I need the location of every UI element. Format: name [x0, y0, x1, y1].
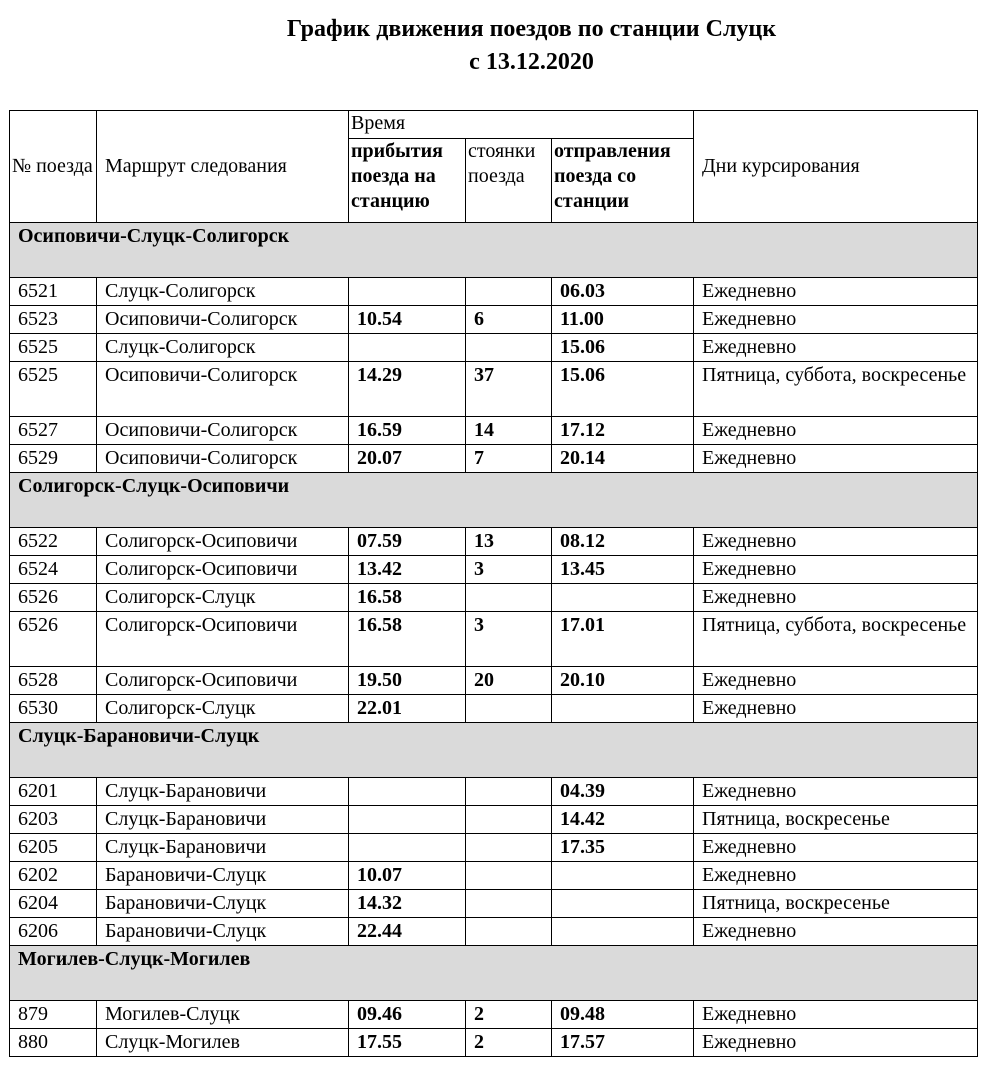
- stop-duration-cell: 20: [466, 667, 552, 695]
- train-number-cell: 6525: [10, 362, 97, 417]
- route-cell: Солигорск-Осиповичи: [97, 612, 349, 667]
- train-number-cell: 6206: [10, 918, 97, 946]
- departure-time-cell: 17.35: [552, 834, 694, 862]
- departure-time-cell: 15.06: [552, 362, 694, 417]
- arrival-time-cell: 20.07: [349, 445, 466, 473]
- stop-duration-cell: 3: [466, 612, 552, 667]
- departure-time-cell: 17.01: [552, 612, 694, 667]
- table-row: [10, 862, 978, 890]
- stop-duration-cell: 2: [466, 1001, 552, 1029]
- arrival-time-cell: 13.42: [349, 556, 466, 584]
- arrival-time-cell: [349, 334, 466, 362]
- header-arrival: прибытия поезда на станцию: [349, 139, 466, 223]
- section-row: [10, 723, 978, 778]
- route-cell: Осиповичи-Солигорск: [97, 306, 349, 334]
- departure-time-cell: 14.42: [552, 806, 694, 834]
- route-cell: Слуцк-Барановичи: [97, 834, 349, 862]
- departure-time-cell: [552, 918, 694, 946]
- table-row: [10, 417, 978, 445]
- arrival-time-cell: 17.55: [349, 1029, 466, 1057]
- train-number-cell: 6530: [10, 695, 97, 723]
- table-row: [10, 1001, 978, 1029]
- table-row: [10, 778, 978, 806]
- route-cell: Солигорск-Осиповичи: [97, 667, 349, 695]
- route-cell: Солигорск-Осиповичи: [97, 556, 349, 584]
- operating-days-cell: Ежедневно: [694, 695, 978, 723]
- route-cell: Слуцк-Могилев: [97, 1029, 349, 1057]
- departure-time-cell: 08.12: [552, 528, 694, 556]
- stop-duration-cell: 14: [466, 417, 552, 445]
- table-row: [10, 612, 978, 667]
- operating-days-cell: Пятница, суббота, воскресенье: [694, 362, 978, 417]
- table-row: [10, 834, 978, 862]
- route-cell: Слуцк-Барановичи: [97, 778, 349, 806]
- departure-time-cell: [552, 890, 694, 918]
- train-number-cell: 6524: [10, 556, 97, 584]
- stop-duration-cell: [466, 834, 552, 862]
- route-cell: Осиповичи-Солигорск: [97, 362, 349, 417]
- stop-duration-cell: 6: [466, 306, 552, 334]
- operating-days-cell: Ежедневно: [694, 1001, 978, 1029]
- operating-days-cell: Ежедневно: [694, 334, 978, 362]
- arrival-time-cell: 16.58: [349, 584, 466, 612]
- table-row: [10, 695, 978, 723]
- stop-duration-cell: [466, 334, 552, 362]
- stop-duration-cell: [466, 890, 552, 918]
- table-row: [10, 1029, 978, 1057]
- train-number-cell: 6528: [10, 667, 97, 695]
- stop-duration-cell: [466, 278, 552, 306]
- header-time: Время: [349, 111, 694, 139]
- train-number-cell: 6202: [10, 862, 97, 890]
- route-cell: Осиповичи-Солигорск: [97, 445, 349, 473]
- header-stop: стоянки поезда: [466, 139, 552, 223]
- arrival-time-cell: [349, 834, 466, 862]
- header-train-no: № поезда: [10, 111, 97, 223]
- train-number-cell: 6525: [10, 334, 97, 362]
- operating-days-cell: Ежедневно: [694, 862, 978, 890]
- train-number-cell: 6526: [10, 612, 97, 667]
- header-days: Дни курсирования: [694, 111, 978, 223]
- stop-duration-cell: [466, 584, 552, 612]
- train-number-cell: 6523: [10, 306, 97, 334]
- section-row: [10, 223, 978, 278]
- operating-days-cell: Ежедневно: [694, 584, 978, 612]
- section-title: Осиповичи-Слуцк-Солигорск: [10, 223, 978, 278]
- table-row: [10, 445, 978, 473]
- stop-duration-cell: 2: [466, 1029, 552, 1057]
- table-row: [10, 806, 978, 834]
- train-number-cell: 6529: [10, 445, 97, 473]
- departure-time-cell: 20.10: [552, 667, 694, 695]
- table-row: [10, 306, 978, 334]
- arrival-time-cell: 10.07: [349, 862, 466, 890]
- departure-time-cell: [552, 862, 694, 890]
- departure-time-cell: 17.12: [552, 417, 694, 445]
- route-cell: Барановичи-Слуцк: [97, 918, 349, 946]
- train-number-cell: 879: [10, 1001, 97, 1029]
- page-subtitle: с 13.12.2020: [469, 49, 594, 75]
- train-number-cell: 6522: [10, 528, 97, 556]
- section-title: Солигорск-Слуцк-Осиповичи: [10, 473, 978, 528]
- route-cell: Осиповичи-Солигорск: [97, 417, 349, 445]
- table-row: [10, 667, 978, 695]
- stop-duration-cell: 3: [466, 556, 552, 584]
- train-number-cell: 6526: [10, 584, 97, 612]
- section-title: Слуцк-Барановичи-Слуцк: [10, 723, 978, 778]
- train-number-cell: 6527: [10, 417, 97, 445]
- arrival-time-cell: 14.29: [349, 362, 466, 417]
- stop-duration-cell: [466, 918, 552, 946]
- header-row-top: [10, 111, 978, 139]
- arrival-time-cell: 19.50: [349, 667, 466, 695]
- stop-duration-cell: [466, 862, 552, 890]
- stop-duration-cell: [466, 778, 552, 806]
- header-departure: отправления поезда со станции: [552, 139, 694, 223]
- section-title: Могилев-Слуцк-Могилев: [10, 946, 978, 1001]
- operating-days-cell: Пятница, суббота, воскресенье: [694, 612, 978, 667]
- departure-time-cell: 15.06: [552, 334, 694, 362]
- departure-time-cell: 11.00: [552, 306, 694, 334]
- operating-days-cell: Ежедневно: [694, 667, 978, 695]
- stop-duration-cell: 7: [466, 445, 552, 473]
- table-row: [10, 334, 978, 362]
- operating-days-cell: Ежедневно: [694, 278, 978, 306]
- table-row: [10, 362, 978, 417]
- operating-days-cell: Ежедневно: [694, 306, 978, 334]
- arrival-time-cell: 14.32: [349, 890, 466, 918]
- train-number-cell: 880: [10, 1029, 97, 1057]
- schedule-table: [9, 110, 978, 1057]
- departure-time-cell: 17.57: [552, 1029, 694, 1057]
- route-cell: Солигорск-Слуцк: [97, 695, 349, 723]
- operating-days-cell: Ежедневно: [694, 445, 978, 473]
- table-row: [10, 528, 978, 556]
- route-cell: Слуцк-Солигорск: [97, 334, 349, 362]
- train-number-cell: 6203: [10, 806, 97, 834]
- departure-time-cell: [552, 584, 694, 612]
- operating-days-cell: Ежедневно: [694, 1029, 978, 1057]
- stop-duration-cell: 37: [466, 362, 552, 417]
- route-cell: Слуцк-Барановичи: [97, 806, 349, 834]
- arrival-time-cell: [349, 778, 466, 806]
- arrival-time-cell: 16.58: [349, 612, 466, 667]
- route-cell: Слуцк-Солигорск: [97, 278, 349, 306]
- route-cell: Могилев-Слуцк: [97, 1001, 349, 1029]
- arrival-time-cell: [349, 806, 466, 834]
- train-number-cell: 6201: [10, 778, 97, 806]
- arrival-time-cell: 22.01: [349, 695, 466, 723]
- operating-days-cell: Пятница, воскресенье: [694, 806, 978, 834]
- page-title: График движения поездов по станции Слуцк: [286, 16, 777, 42]
- route-cell: Солигорск-Осиповичи: [97, 528, 349, 556]
- section-row: [10, 946, 978, 1001]
- operating-days-cell: Пятница, воскресенье: [694, 890, 978, 918]
- section-row: [10, 473, 978, 528]
- operating-days-cell: Ежедневно: [694, 918, 978, 946]
- table-row: [10, 584, 978, 612]
- table-row: [10, 278, 978, 306]
- table-row: [10, 918, 978, 946]
- train-number-cell: 6521: [10, 278, 97, 306]
- departure-time-cell: 06.03: [552, 278, 694, 306]
- arrival-time-cell: 09.46: [349, 1001, 466, 1029]
- arrival-time-cell: 07.59: [349, 528, 466, 556]
- header-route: Маршрут следования: [97, 111, 349, 223]
- operating-days-cell: Ежедневно: [694, 528, 978, 556]
- arrival-time-cell: 16.59: [349, 417, 466, 445]
- train-number-cell: 6204: [10, 890, 97, 918]
- table-row: [10, 890, 978, 918]
- arrival-time-cell: [349, 278, 466, 306]
- departure-time-cell: [552, 695, 694, 723]
- departure-time-cell: 09.48: [552, 1001, 694, 1029]
- route-cell: Барановичи-Слуцк: [97, 890, 349, 918]
- route-cell: Солигорск-Слуцк: [97, 584, 349, 612]
- table-row: [10, 556, 978, 584]
- operating-days-cell: Ежедневно: [694, 834, 978, 862]
- operating-days-cell: Ежедневно: [694, 778, 978, 806]
- operating-days-cell: Ежедневно: [694, 417, 978, 445]
- stop-duration-cell: [466, 695, 552, 723]
- train-number-cell: 6205: [10, 834, 97, 862]
- arrival-time-cell: 22.44: [349, 918, 466, 946]
- stop-duration-cell: 13: [466, 528, 552, 556]
- arrival-time-cell: 10.54: [349, 306, 466, 334]
- departure-time-cell: 04.39: [552, 778, 694, 806]
- departure-time-cell: 13.45: [552, 556, 694, 584]
- operating-days-cell: Ежедневно: [694, 556, 978, 584]
- route-cell: Барановичи-Слуцк: [97, 862, 349, 890]
- departure-time-cell: 20.14: [552, 445, 694, 473]
- stop-duration-cell: [466, 806, 552, 834]
